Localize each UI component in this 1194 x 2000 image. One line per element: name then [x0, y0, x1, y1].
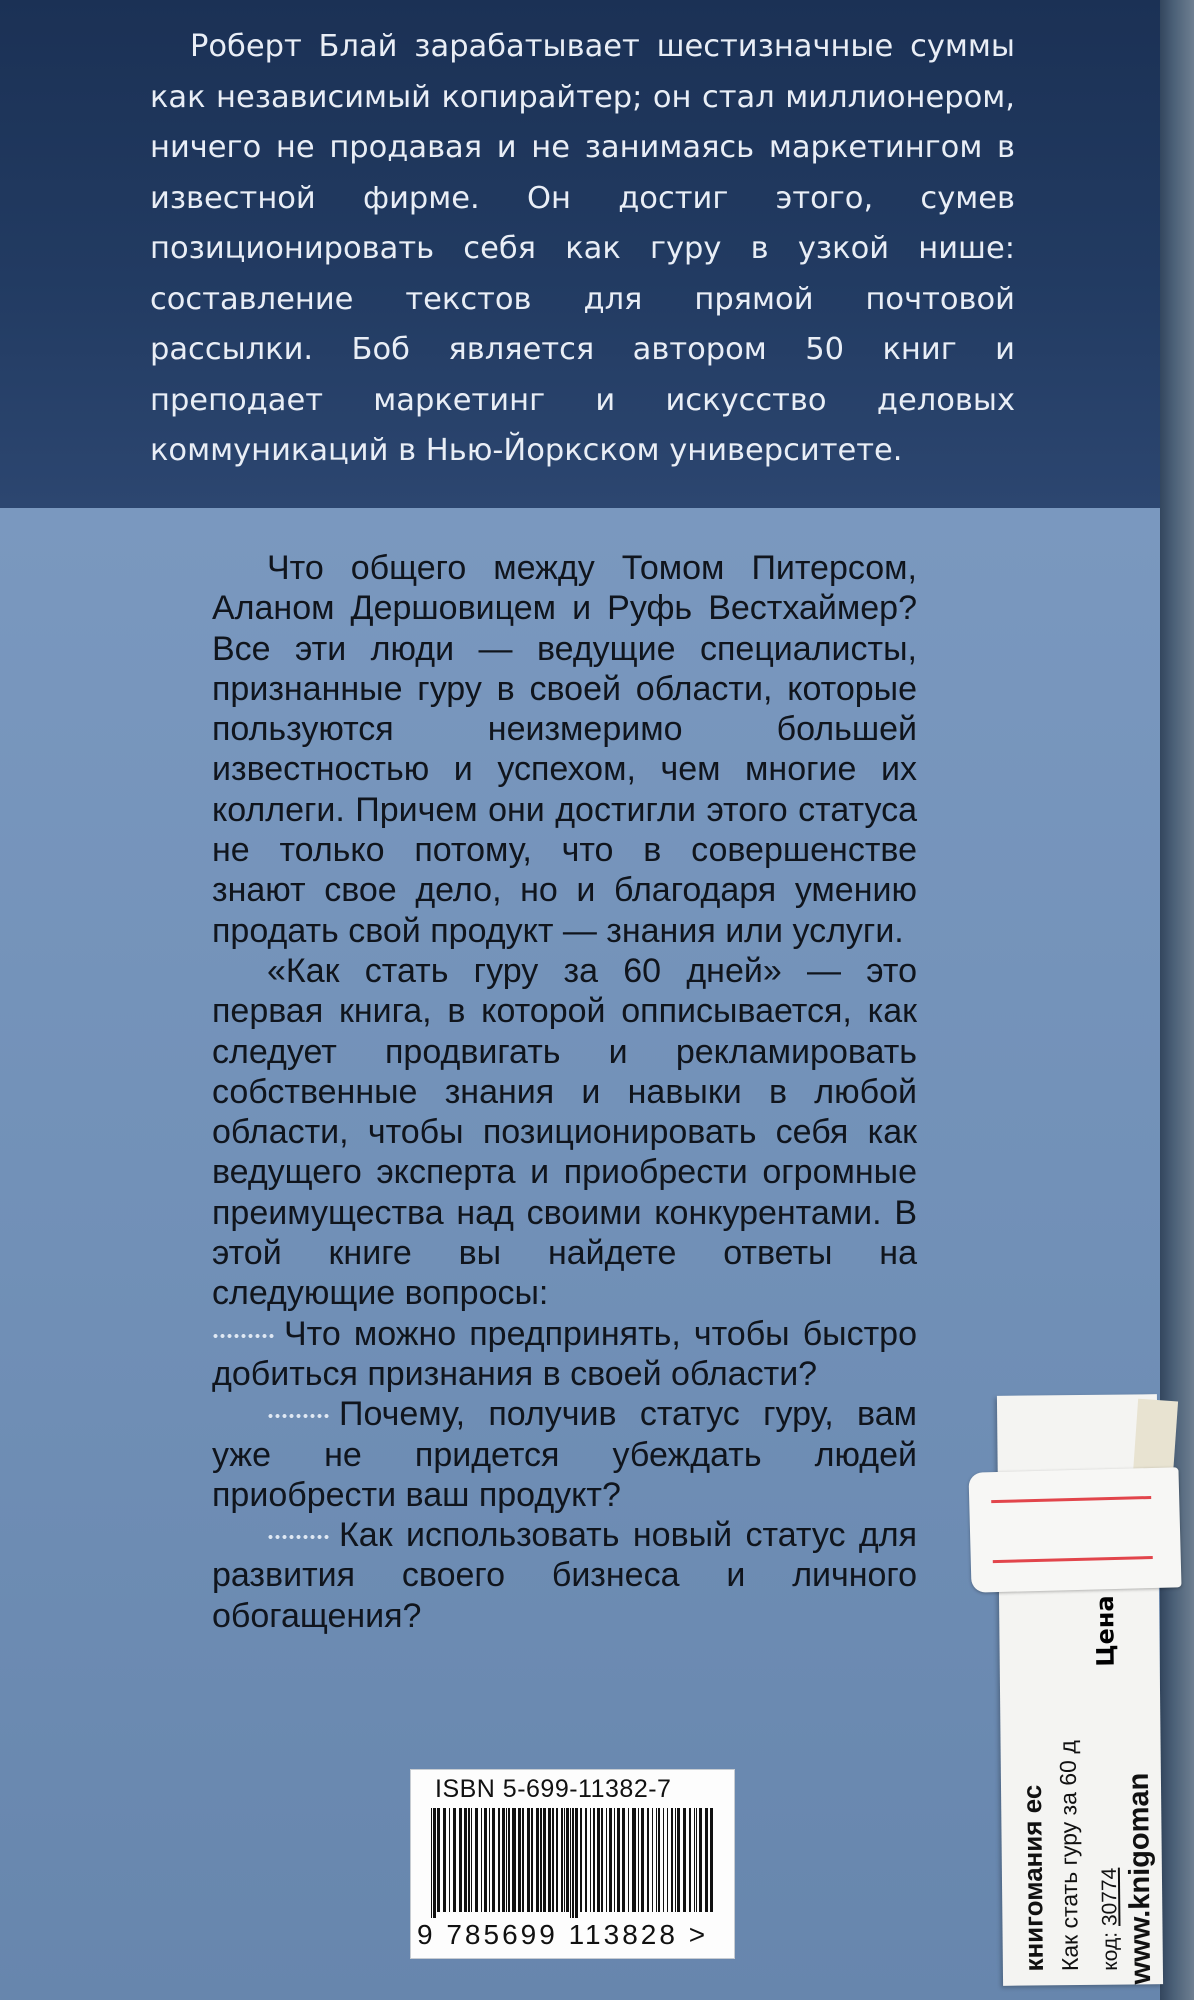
blurb-bullet-text: Как использовать новый статус для развития своего бизнеса и личного обогащения? [212, 1516, 917, 1635]
barcode-bar [506, 1808, 507, 1912]
blurb-paragraph-1: Что общего между Томом Питерсом, Аланом Дершовицем и Руфь Вестхаймер? Все эти люди — ведущие специалисты, признанные гуру в своей области, которые пользуются неизмеримо большей известностью и успехом, чем многие их коллеги. Причем они достигли этого статуса не только потому, что в совершенстве знают свое дело, но и благодаря умению продать свой продукт — знания или услуги. [212, 549, 917, 950]
barcode-bar [675, 1808, 676, 1912]
barcode-bar [475, 1808, 478, 1912]
price-tag-red-line [993, 1556, 1153, 1563]
isbn-number: ISBN 5-699-11382-7 [435, 1775, 672, 1803]
barcode-bar [556, 1808, 558, 1912]
barcode-bar [597, 1808, 600, 1912]
barcode-bar [443, 1808, 446, 1912]
author-bio [150, 22, 1015, 477]
barcode-bar [671, 1808, 673, 1912]
barcode-bar [489, 1808, 490, 1912]
barcode-bar [622, 1808, 625, 1912]
sticker-store-name: книгомания ес [1016, 1784, 1049, 1972]
barcode-bar [561, 1808, 563, 1912]
barcode-bar [580, 1808, 582, 1912]
barcode-bar [590, 1808, 591, 1912]
blurb-bullet [212, 1314, 917, 1395]
barcode-bar [689, 1808, 691, 1912]
sticker-code-value: 30774 [1097, 1867, 1122, 1927]
barcode-bar [433, 1808, 436, 1918]
barcode-bar [585, 1808, 587, 1912]
barcode-bar [593, 1808, 595, 1912]
blurb-bullet [212, 1394, 917, 1515]
barcode-bar [540, 1808, 542, 1912]
sticker-url: www.knigoman [1122, 1772, 1158, 1985]
barcode-bar [498, 1808, 500, 1912]
barcode-bar [658, 1808, 660, 1912]
dotted-bullet-icon [267, 1413, 329, 1419]
barcode-bar [663, 1808, 664, 1912]
barcode-bar [638, 1808, 639, 1912]
barcode-bar [609, 1808, 612, 1912]
barcode-bar [512, 1808, 516, 1912]
barcode-bar [705, 1808, 708, 1912]
barcode-bar [564, 1808, 565, 1912]
barcode-bar [566, 1808, 569, 1912]
barcode-bar [601, 1808, 603, 1912]
barcode-bar [484, 1808, 487, 1912]
blurb-paragraph-2: «Как стать гуру за 60 дней» — это первая книга, в которой опписывается, как следует продвигать и рекламировать собственные знания и навыки в любой области, чтобы позиционировать себя как ведущего эксперта и приобрести огромные преимущества над своими конкурентами. В этой книге вы найдете ответы на следующие вопросы: [212, 951, 917, 1313]
barcode-bar [656, 1808, 657, 1912]
barcode-bar [575, 1808, 578, 1918]
barcode-bar [437, 1808, 440, 1912]
barcode-bar [710, 1808, 713, 1912]
barcode-bar [667, 1808, 668, 1912]
sticker-price-label: Цена [1091, 1595, 1120, 1667]
barcode-bar [572, 1808, 574, 1918]
barcode-bar [617, 1808, 620, 1912]
isbn-barcode [410, 1769, 735, 1959]
barcode-bar [552, 1808, 554, 1912]
barcode-bar [647, 1808, 649, 1912]
barcode-bar [543, 1808, 546, 1912]
price-tag-red-line [991, 1496, 1151, 1503]
barcode-bar [481, 1808, 482, 1912]
barcode-bar [431, 1808, 432, 1918]
barcode-bars [429, 1808, 719, 1918]
barcode-bar [699, 1808, 702, 1912]
barcode-bar [570, 1808, 571, 1918]
barcode-bar [536, 1808, 539, 1912]
sticker-code [1098, 1868, 1123, 1971]
barcode-bar [468, 1808, 470, 1912]
barcode-bar [531, 1808, 533, 1912]
barcode-bar [459, 1808, 462, 1912]
sticker-book-title: Как стать гуру за 60 д [1054, 1740, 1083, 1972]
sticker-code-label: код: [1098, 1931, 1122, 1971]
barcode-bar [527, 1808, 530, 1912]
barcode-bar [696, 1808, 697, 1912]
blurb-bullet-text: Что можно предпринять, чтобы быстро добиться признания в своей области? [212, 1314, 917, 1393]
barcode-bar [522, 1808, 524, 1912]
barcode-bar [492, 1808, 495, 1912]
barcode-bar [471, 1808, 472, 1912]
barcode-bar [508, 1808, 510, 1912]
barcode-bar [694, 1808, 695, 1912]
barcode-bar [464, 1808, 467, 1912]
barcode-bar [641, 1808, 644, 1912]
book-spine-edge [1160, 0, 1194, 2000]
barcode-bar [518, 1808, 521, 1912]
blurb-bullet-text: Почему, получив статус гуру, вам уже не придется убеждать людей приобрести ваш продукт? [212, 1395, 917, 1514]
barcode-bar [453, 1808, 456, 1912]
barcode-bar [548, 1808, 551, 1912]
barcode-bar [449, 1808, 450, 1912]
dotted-bullet-icon [267, 1534, 329, 1540]
barcode-bar [652, 1808, 653, 1912]
barcode-bar [614, 1808, 615, 1912]
barcode-bar [502, 1808, 505, 1912]
barcode-bar [606, 1808, 607, 1912]
blank-price-tag [968, 1467, 1181, 1592]
author-bio-text: Роберт Блай зарабатывает шестизначные суммы как независимый копирайтер; он стал миллионером, ничего не продавая и не занимаясь маркетингом в известной фирме. Он достиг этого, сумев позиционировать себя как гуру в узкой нише: составление текстов для прямой почтовой рассылки. Боб является автором 50 книг и преподает маркетинг и искусство деловых коммуникаций в Нью-Йоркском университете. [150, 29, 1015, 468]
ean-number: 9 785699 113828 > [417, 1919, 709, 1950]
barcode-bar [683, 1808, 686, 1912]
dotted-bullet-icon [212, 1333, 274, 1339]
book-blurb [212, 548, 917, 1636]
barcode-bar [628, 1808, 629, 1912]
barcode-bar [632, 1808, 636, 1912]
blurb-bullet [212, 1515, 917, 1636]
barcode-bar [677, 1808, 680, 1912]
